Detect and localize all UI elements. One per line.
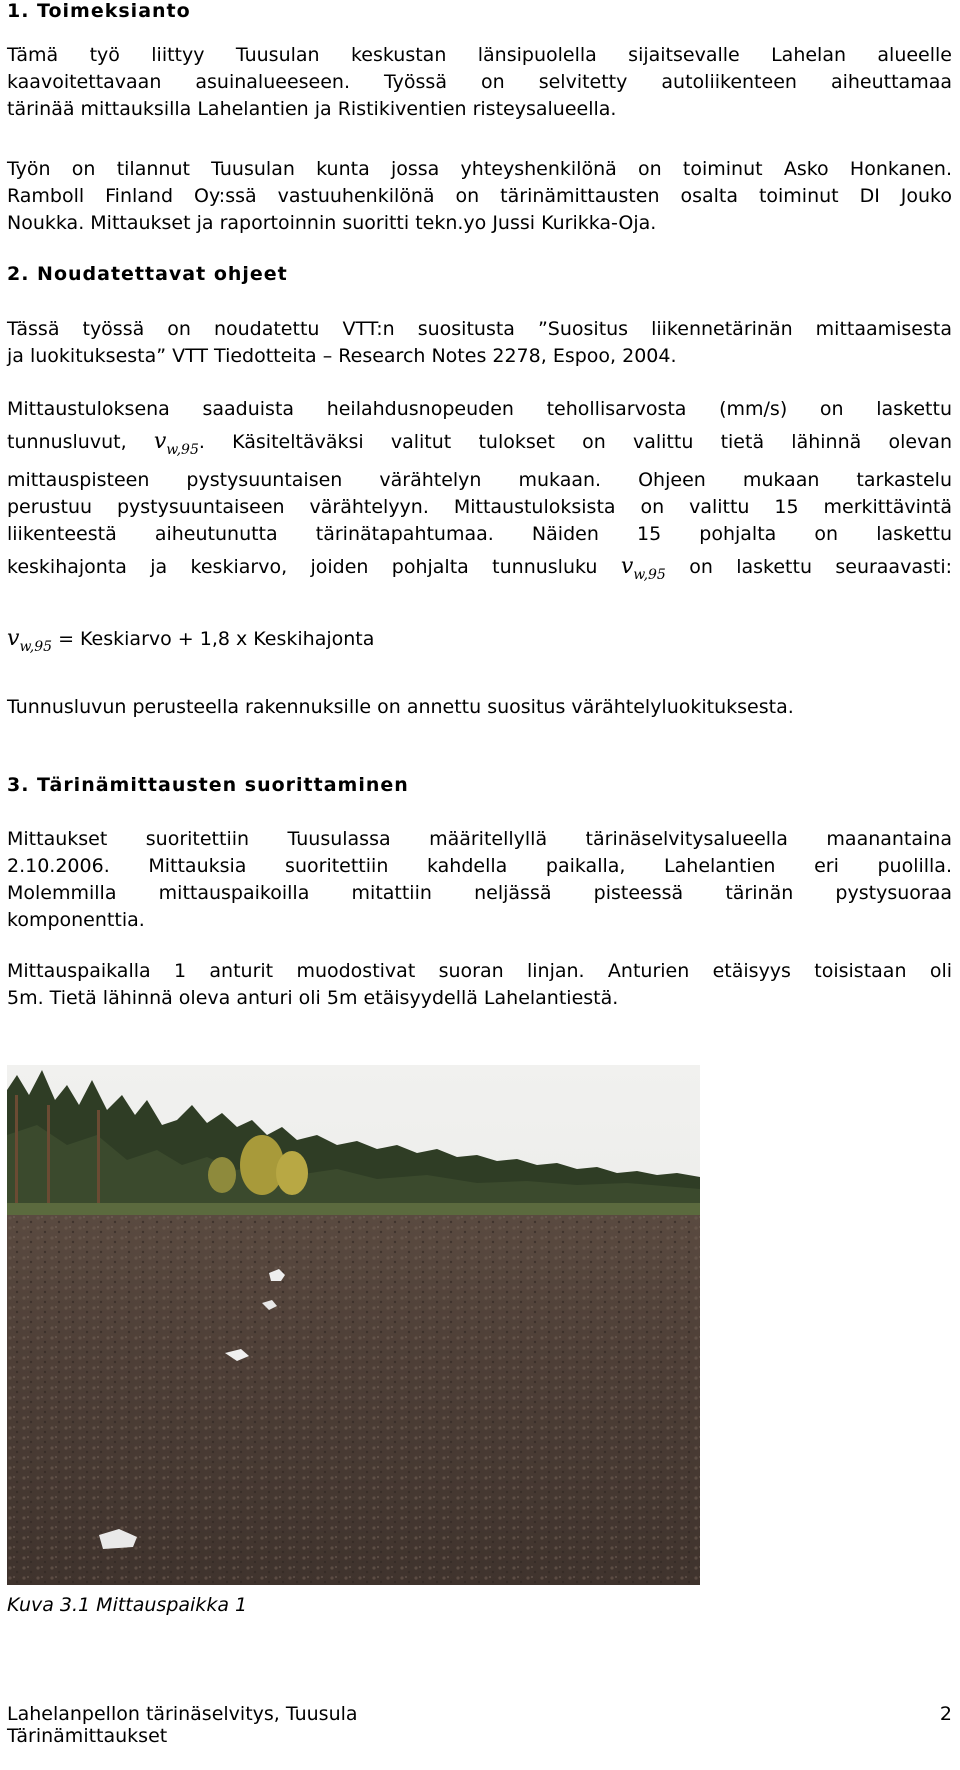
text-line: Molemmilla mittauspaikoilla mitattiin neljässä pisteessä tärinän pystysuoraa [7, 882, 952, 904]
text-line: tärinää mittauksilla Lahelantien ja Ristikiventien risteysalueella. [7, 98, 617, 120]
text-line: Työn on tilannut Tuusulan kunta jossa yhteyshenkilönä on toiminut Asko Honkanen. [7, 158, 952, 180]
formula [7, 625, 952, 661]
text-line: 5m. Tietä lähinnä oleva anturi oli 5m etäisyydellä Lahelantiestä. [7, 987, 619, 1009]
section-2-paragraph-1 [7, 316, 952, 370]
text-line: Noukka. Mittaukset ja raportoinnin suoritti tekn.yo Jussi Kurikka-Oja. [7, 212, 657, 234]
text-fragment: tunnusluvut, [7, 431, 127, 453]
page-number: 2 [939, 1703, 952, 1725]
section-2-heading: 2. Noudatettavat ohjeet [7, 263, 288, 285]
text-line: Tunnusluvun perusteella rakennuksille on annettu suositus värähtelyluokituksesta. [7, 696, 794, 718]
variable-subscript: w,95 [166, 442, 199, 458]
text-line: kaavoitettavaan asuinalueeseen. Työssä on selvitetty autoliikenteen aiheuttamaa [7, 71, 952, 93]
variable-subscript: w,95 [19, 639, 53, 655]
footer [7, 1703, 952, 1747]
variable-vw95 [620, 554, 666, 583]
text-line: komponenttia. [7, 909, 145, 931]
section-3-paragraph-2 [7, 958, 952, 1012]
text-line: Tämä työ liittyy Tuusulan keskustan länsipuolella sijaitsevalle Lahelan alueelle [7, 44, 952, 66]
text-line: ja luokituksesta” VTT Tiedotteita – Research Notes 2278, Espoo, 2004. [7, 345, 677, 367]
text-line: perustuu pystysuuntaiseen värähtelyyn. Mittaustuloksista on valittu 15 merkittävintä [7, 496, 952, 518]
text-line-with-variable [7, 548, 952, 586]
variable-vw95 [153, 429, 199, 458]
text-fragment: . Käsiteltäväksi valitut tulokset on valittu tietä lähinnä olevan [198, 431, 952, 453]
text-line: 2.10.2006. Mittauksia suoritettiin kahdella paikalla, Lahelantien eri puolilla. [7, 855, 952, 877]
figure-caption: Kuva 3.1 Mittauspaikka 1 [7, 1594, 248, 1616]
measurement-site-photo [7, 1065, 700, 1585]
variable-base: v [7, 626, 20, 651]
text-line: Mittaukset suoritettiin Tuusulassa määritellyllä tärinäselvitysalueella maanantaina [7, 828, 952, 850]
section-1-paragraph-2 [7, 156, 952, 237]
text-line: liikenteestä aiheutunutta tärinätapahtumaa. Näiden 15 pohjalta on laskettu [7, 523, 952, 545]
footer-subtitle: Tärinämittaukset [7, 1725, 168, 1747]
section-3-paragraph-1 [7, 826, 952, 934]
text-line: Ramboll Finland Oy:ssä vastuuhenkilönä on tärinämittausten osalta toiminut DI Jouko [7, 185, 952, 207]
text-fragment: keskihajonta ja keskiarvo, joiden pohjalta tunnusluku [7, 556, 598, 578]
variable-base: v [153, 429, 167, 454]
section-2-paragraph-2 [7, 396, 952, 586]
text-line-with-variable [7, 423, 952, 461]
section-2-paragraph-3 [7, 694, 952, 721]
text-line: Mittaustuloksena saaduista heilahdusnopeuden tehollisarvosta (mm/s) on laskettu [7, 398, 952, 420]
section-1-paragraph-1 [7, 42, 952, 123]
section-1-heading: 1. Toimeksianto [7, 0, 191, 22]
section-3-heading: 3. Tärinämittausten suorittaminen [7, 774, 409, 796]
formula-rhs: = Keskiarvo + 1,8 x Keskihajonta [58, 628, 375, 650]
text-line: Tässä työssä on noudatettu VTT:n suositusta ”Suositus liikennetärinän mittaamisesta [7, 318, 952, 340]
text-fragment: on laskettu seuraavasti: [689, 556, 952, 578]
footer-title: Lahelanpellon tärinäselvitys, Tuusula [7, 1703, 358, 1725]
variable-base: v [620, 554, 634, 579]
text-line: Mittauspaikalla 1 anturit muodostivat suoran linjan. Anturien etäisyys toisistaan oli [7, 960, 952, 982]
variable-subscript: w,95 [633, 567, 666, 583]
variable-vw95 [7, 626, 53, 655]
text-line: mittauspisteen pystysuuntaisen värähtelyn mukaan. Ohjeen mukaan tarkastelu [7, 469, 952, 491]
